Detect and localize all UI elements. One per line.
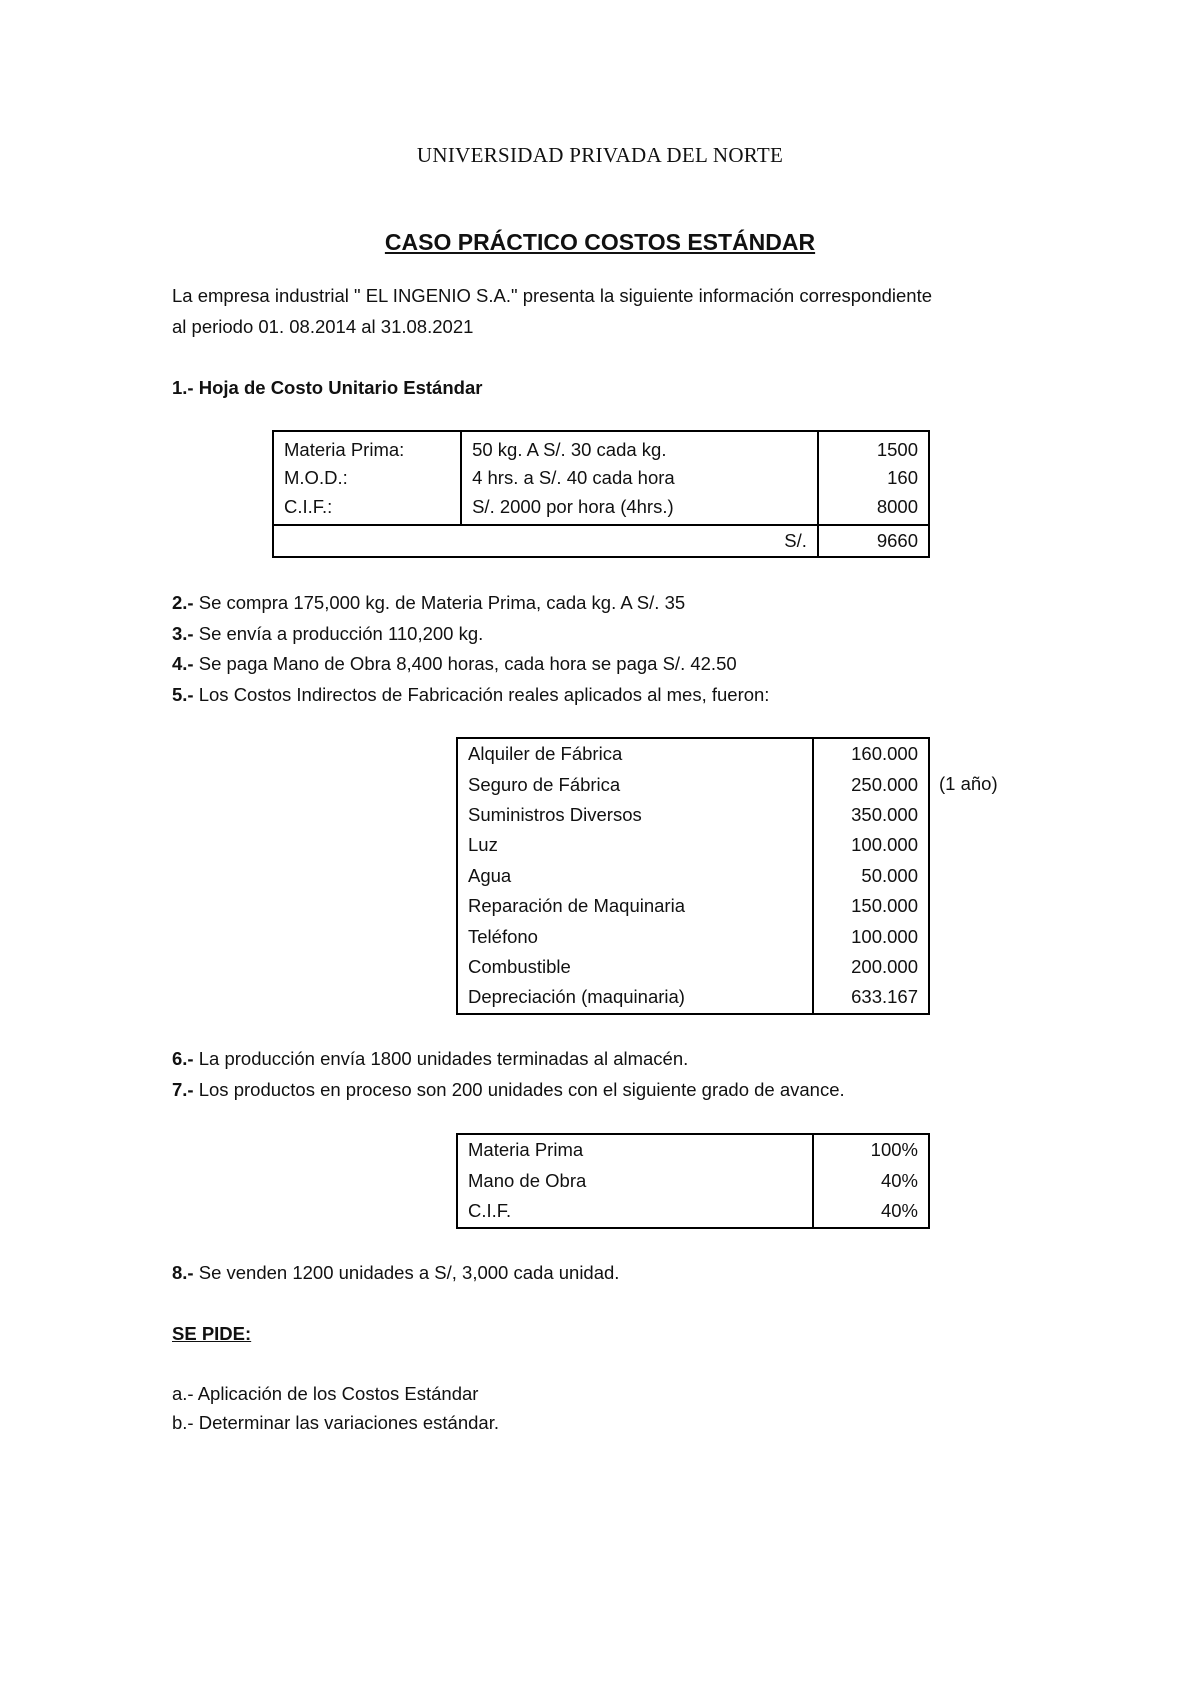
item-text: Los Costos Indirectos de Fabricación reales aplicados al mes, fueron: xyxy=(193,684,770,705)
total-row xyxy=(273,525,929,557)
item-2 xyxy=(172,592,685,614)
item-number: 5.- xyxy=(172,684,194,705)
concept-cell: M.O.D.: xyxy=(273,463,461,492)
table-row xyxy=(457,800,929,830)
concept-cell: C.I.F. xyxy=(457,1196,813,1228)
cif-table xyxy=(456,737,930,1015)
item-number: 2.- xyxy=(172,592,194,613)
item-text: Se paga Mano de Obra 8,400 horas, cada hora se paga S/. 42.50 xyxy=(193,653,737,674)
detail-cell: 50 kg. A S/. 30 cada kg. xyxy=(461,431,818,463)
item-text: Se envía a producción 110,200 kg. xyxy=(193,623,484,644)
item-8 xyxy=(172,1262,619,1284)
amount-cell: 100.000 xyxy=(851,925,918,947)
item-text: Determinar las variaciones estándar. xyxy=(193,1412,499,1433)
item-4 xyxy=(172,653,737,675)
item-number: 4.- xyxy=(172,653,194,674)
item-number: b.- xyxy=(172,1412,194,1433)
item-6 xyxy=(172,1048,688,1070)
amount-cell: 150.000 xyxy=(851,895,918,917)
item-3 xyxy=(172,623,483,645)
table-row xyxy=(457,982,929,1013)
concept-cell: Teléfono xyxy=(457,921,813,951)
concept-cell: Mano de Obra xyxy=(457,1166,813,1197)
percent-cell: 40% xyxy=(880,1200,918,1222)
item-text: Se venden 1200 unidades a S/, 3,000 cada unidad. xyxy=(193,1262,620,1283)
table-row xyxy=(273,492,929,525)
concept-cell: Materia Prima xyxy=(457,1134,813,1166)
item-text: La producción envía 1800 unidades terminadas al almacén. xyxy=(193,1048,689,1069)
total-amount: 9660 xyxy=(818,525,929,557)
detail-cell: 4 hrs. a S/. 40 cada hora xyxy=(461,463,818,492)
item-text: Los productos en proceso son 200 unidades con el siguiente grado de avance. xyxy=(193,1079,845,1100)
amount-cell: 160.000 xyxy=(851,743,918,765)
item-number: 3.- xyxy=(172,623,194,644)
item-5 xyxy=(172,684,769,706)
concept-cell: Combustible xyxy=(457,952,813,982)
amount-cell: 1500 xyxy=(876,438,918,460)
concept-cell: Materia Prima: xyxy=(273,431,461,463)
table-row xyxy=(457,1134,929,1166)
amount-cell: 200.000 xyxy=(851,955,918,977)
amount-cell: 350.000 xyxy=(851,803,918,825)
item-1 xyxy=(172,377,482,399)
concept-cell: Luz xyxy=(457,830,813,860)
item-text: Aplicación de los Costos Estándar xyxy=(193,1383,479,1404)
progress-table xyxy=(456,1133,930,1229)
concept-cell: Agua xyxy=(457,861,813,891)
percent-cell: 100% xyxy=(870,1139,918,1161)
concept-cell: Seguro de Fábrica xyxy=(457,769,813,799)
requirements-heading: SE PIDE: xyxy=(172,1323,252,1344)
item-7 xyxy=(172,1079,845,1101)
intro-line-1: La empresa industrial " EL INGENIO S.A." presenta la siguiente información correspondiente xyxy=(172,285,933,306)
concept-cell: Suministros Diversos xyxy=(457,800,813,830)
table-row xyxy=(457,769,929,799)
table-row xyxy=(457,952,929,982)
table-row xyxy=(457,891,929,921)
table-row xyxy=(457,921,929,951)
percent-cell: 40% xyxy=(880,1169,918,1191)
table-row xyxy=(457,1196,929,1228)
item-number: 7.- xyxy=(172,1079,194,1100)
amount-cell: 250.000 xyxy=(851,773,918,795)
item-number: 1.- xyxy=(172,377,194,398)
amount-cell: 50.000 xyxy=(861,864,918,886)
amount-cell: 633.167 xyxy=(851,986,918,1008)
university-name: UNIVERSIDAD PRIVADA DEL NORTE xyxy=(416,143,784,167)
table-row xyxy=(273,463,929,492)
total-label: S/. xyxy=(273,525,818,557)
table-row xyxy=(457,1166,929,1197)
concept-cell: Alquiler de Fábrica xyxy=(457,738,813,769)
standard-cost-sheet-table xyxy=(272,430,930,558)
item-text: Hoja de Costo Unitario Estándar xyxy=(193,377,483,398)
concept-cell: Reparación de Maquinaria xyxy=(457,891,813,921)
item-number: a.- xyxy=(172,1383,194,1404)
table-row xyxy=(273,431,929,463)
document-title: CASO PRÁCTICO COSTOS ESTÁNDAR xyxy=(384,229,816,255)
detail-cell: S/. 2000 por hora (4hrs.) xyxy=(461,492,818,525)
amount-cell: 8000 xyxy=(876,495,918,517)
item-text: Se compra 175,000 kg. de Materia Prima, cada kg. A S/. 35 xyxy=(193,592,686,613)
requirement-a xyxy=(172,1383,478,1405)
amount-cell: 100.000 xyxy=(851,834,918,856)
amount-cell: 160 xyxy=(887,466,918,488)
table-row xyxy=(457,830,929,860)
intro-line-2: al periodo 01. 08.2014 al 31.08.2021 xyxy=(172,316,474,337)
table-row xyxy=(457,861,929,891)
table-row xyxy=(457,738,929,769)
item-number: 8.- xyxy=(172,1262,194,1283)
concept-cell: C.I.F.: xyxy=(273,492,461,525)
item-number: 6.- xyxy=(172,1048,194,1069)
requirement-b xyxy=(172,1412,499,1434)
concept-cell: Depreciación (maquinaria) xyxy=(457,982,813,1013)
insurance-note: (1 año) xyxy=(939,773,998,794)
